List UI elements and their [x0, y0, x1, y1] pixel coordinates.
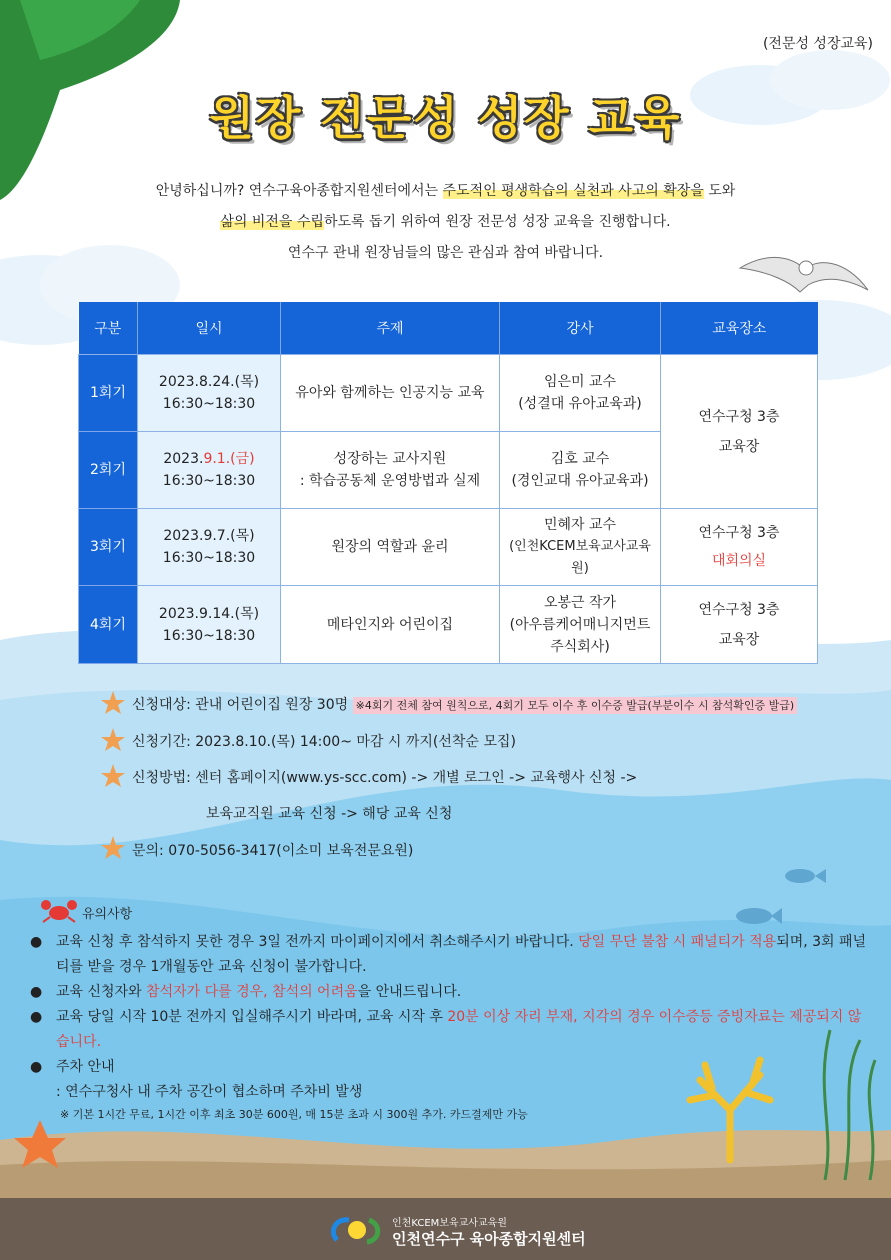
table-header-row: [79, 302, 818, 355]
session-label: 4회기: [79, 586, 138, 664]
info-period: 신청기간: 2023.8.10.(목) 14:00~ 마감 시 까지(선착순 모집): [132, 734, 516, 750]
session-lecturer: 오봉근 작가 (아우름케어매니지먼트 주식회사): [500, 586, 661, 664]
session-topic: 성장하는 교사지원 : 학습공동체 운영방법과 실제: [281, 432, 500, 509]
schedule-table: [78, 302, 818, 664]
intro-highlight-2: 삶의 비전을 수립: [220, 214, 324, 230]
session-topic: 원장의 역할과 윤리: [281, 509, 500, 586]
page-title: 원장 전문성 성장 교육: [209, 91, 682, 145]
info-method: 신청방법: 센터 홈페이지(www.ys-scc.com) -> 개별 로그인 -> 교육행사 신청 ->: [132, 770, 638, 786]
target-note: ※4회기 전체 참여 원칙으로, 4회기 모두 이수 후 이수증 발급(부분이수 시 참석확인증 발급): [353, 697, 798, 714]
header-cell: 구분: [79, 302, 138, 355]
list-item: ● 교육 당일 시작 10분 전까지 입실해주시기 바라며, 교육 시작 후 20분 이상 자리 부재, 지각의 경우 이수증등 증빙자료는 제공되지 않습니다.: [30, 1009, 862, 1050]
session-label: 3회기: [79, 509, 138, 586]
session-lecturer: 김호 교수 (경인교대 유아교육과): [500, 432, 661, 509]
session-datetime: 2023.9.14.(목) 16:30~18:30: [138, 586, 281, 664]
session-datetime: 2023.9.1.(금) 16:30~18:30: [138, 432, 281, 509]
table-row: [79, 586, 818, 664]
notice-list: [30, 930, 870, 1125]
crab-icon: [40, 897, 78, 923]
info-target: 신청대상: 관내 어린이집 원장 30명 ※4회기 전체 참여 원칙으로, 4회기 모두 이수 후 이수증 발급(부분이수 시 참석확인증 발급): [132, 694, 797, 714]
starfish-icon: [100, 835, 126, 861]
intro-line-2: 삶의 비전을 수립하도록 돕기 위하여 원장 전문성 성장 교육을 진행합니다.: [220, 214, 671, 230]
header-cell: 교육장소: [661, 302, 818, 355]
category-tag: (전문성 성장교육): [762, 36, 873, 52]
session-label: 1회기: [79, 355, 138, 432]
list-item: ● 주차 안내: [30, 1059, 115, 1075]
parking-detail: : 연수구청사 내 주차 공간이 협소하며 주차비 발생 ※ 기본 1시간 무료, 1시간 이후 최초 30분 600원, 매 15분 초과 시 300원 추가. 카드결제만 가능: [30, 1080, 870, 1125]
starfish-icon: [100, 763, 126, 789]
intro-text: [0, 176, 891, 269]
intro-line-3: 연수구 관내 원장님들의 많은 관심과 참여 바랍니다.: [287, 245, 604, 261]
list-item: ● 교육 신청자와 참석자가 다를 경우, 참석의 어려움을 안내드립니다.: [30, 984, 462, 1000]
session-lecturer: 임은미 교수 (성결대 유아교육과): [500, 355, 661, 432]
session-place: 연수구청 3층 교육장: [661, 586, 818, 664]
footer-org-main: 인천연수구 육아종합지원센터: [392, 1230, 586, 1248]
header-cell: 주제: [281, 302, 500, 355]
footer-org-sub: 인천KCEM보육교사교육원: [392, 1218, 507, 1229]
session-place: 연수구청 3층 대회의실: [661, 509, 818, 586]
session-place: 연수구청 3층 교육장: [661, 355, 818, 509]
session-topic: 유아와 함께하는 인공지능 교육: [281, 355, 500, 432]
starfish-icon: [100, 690, 126, 716]
session-lecturer: 민혜자 교수 (인천KCEM보육교사교육원): [500, 509, 661, 586]
list-item: ● 교육 신청 후 참석하지 못한 경우 3일 전까지 마이페이지에서 취소해주시기 바랍니다. 당일 무단 불참 시 패널티가 적용되며, 3회 패널티를 받을 경우 1개월동안 교육 신청이 불가합니다.: [30, 934, 867, 975]
session-label: 2회기: [79, 432, 138, 509]
info-contact: 문의: 070-5056-3417(이소미 보육전문요원): [132, 843, 414, 859]
table-row: [79, 509, 818, 586]
table-row: [79, 355, 818, 432]
session-datetime: 2023.9.7.(목) 16:30~18:30: [138, 509, 281, 586]
header-cell: 일시: [138, 302, 281, 355]
parking-note: ※ 기본 1시간 무료, 1시간 이후 최초 30분 600원, 매 15분 초과 시 300원 추가. 카드결제만 가능: [60, 1108, 528, 1121]
intro-line-1: 안녕하십니까? 연수구육아종합지원센터에서는 주도적인 평생학습의 실천과 사고의 확장을 도와: [155, 183, 736, 199]
info-method-cont: 보육교직원 교육 신청 -> 해당 교육 신청: [206, 806, 453, 822]
header-cell: 강사: [500, 302, 661, 355]
intro-highlight-1: 주도적인 평생학습의 실천과 사고의 확장을: [442, 183, 704, 199]
starfish-icon: [100, 727, 126, 753]
notice-heading: 유의사항: [82, 907, 133, 922]
session-topic: 메타인지와 어린이집: [281, 586, 500, 664]
session-datetime: 2023.8.24.(목) 16:30~18:30: [138, 355, 281, 432]
center-logo-icon: [327, 1210, 383, 1248]
